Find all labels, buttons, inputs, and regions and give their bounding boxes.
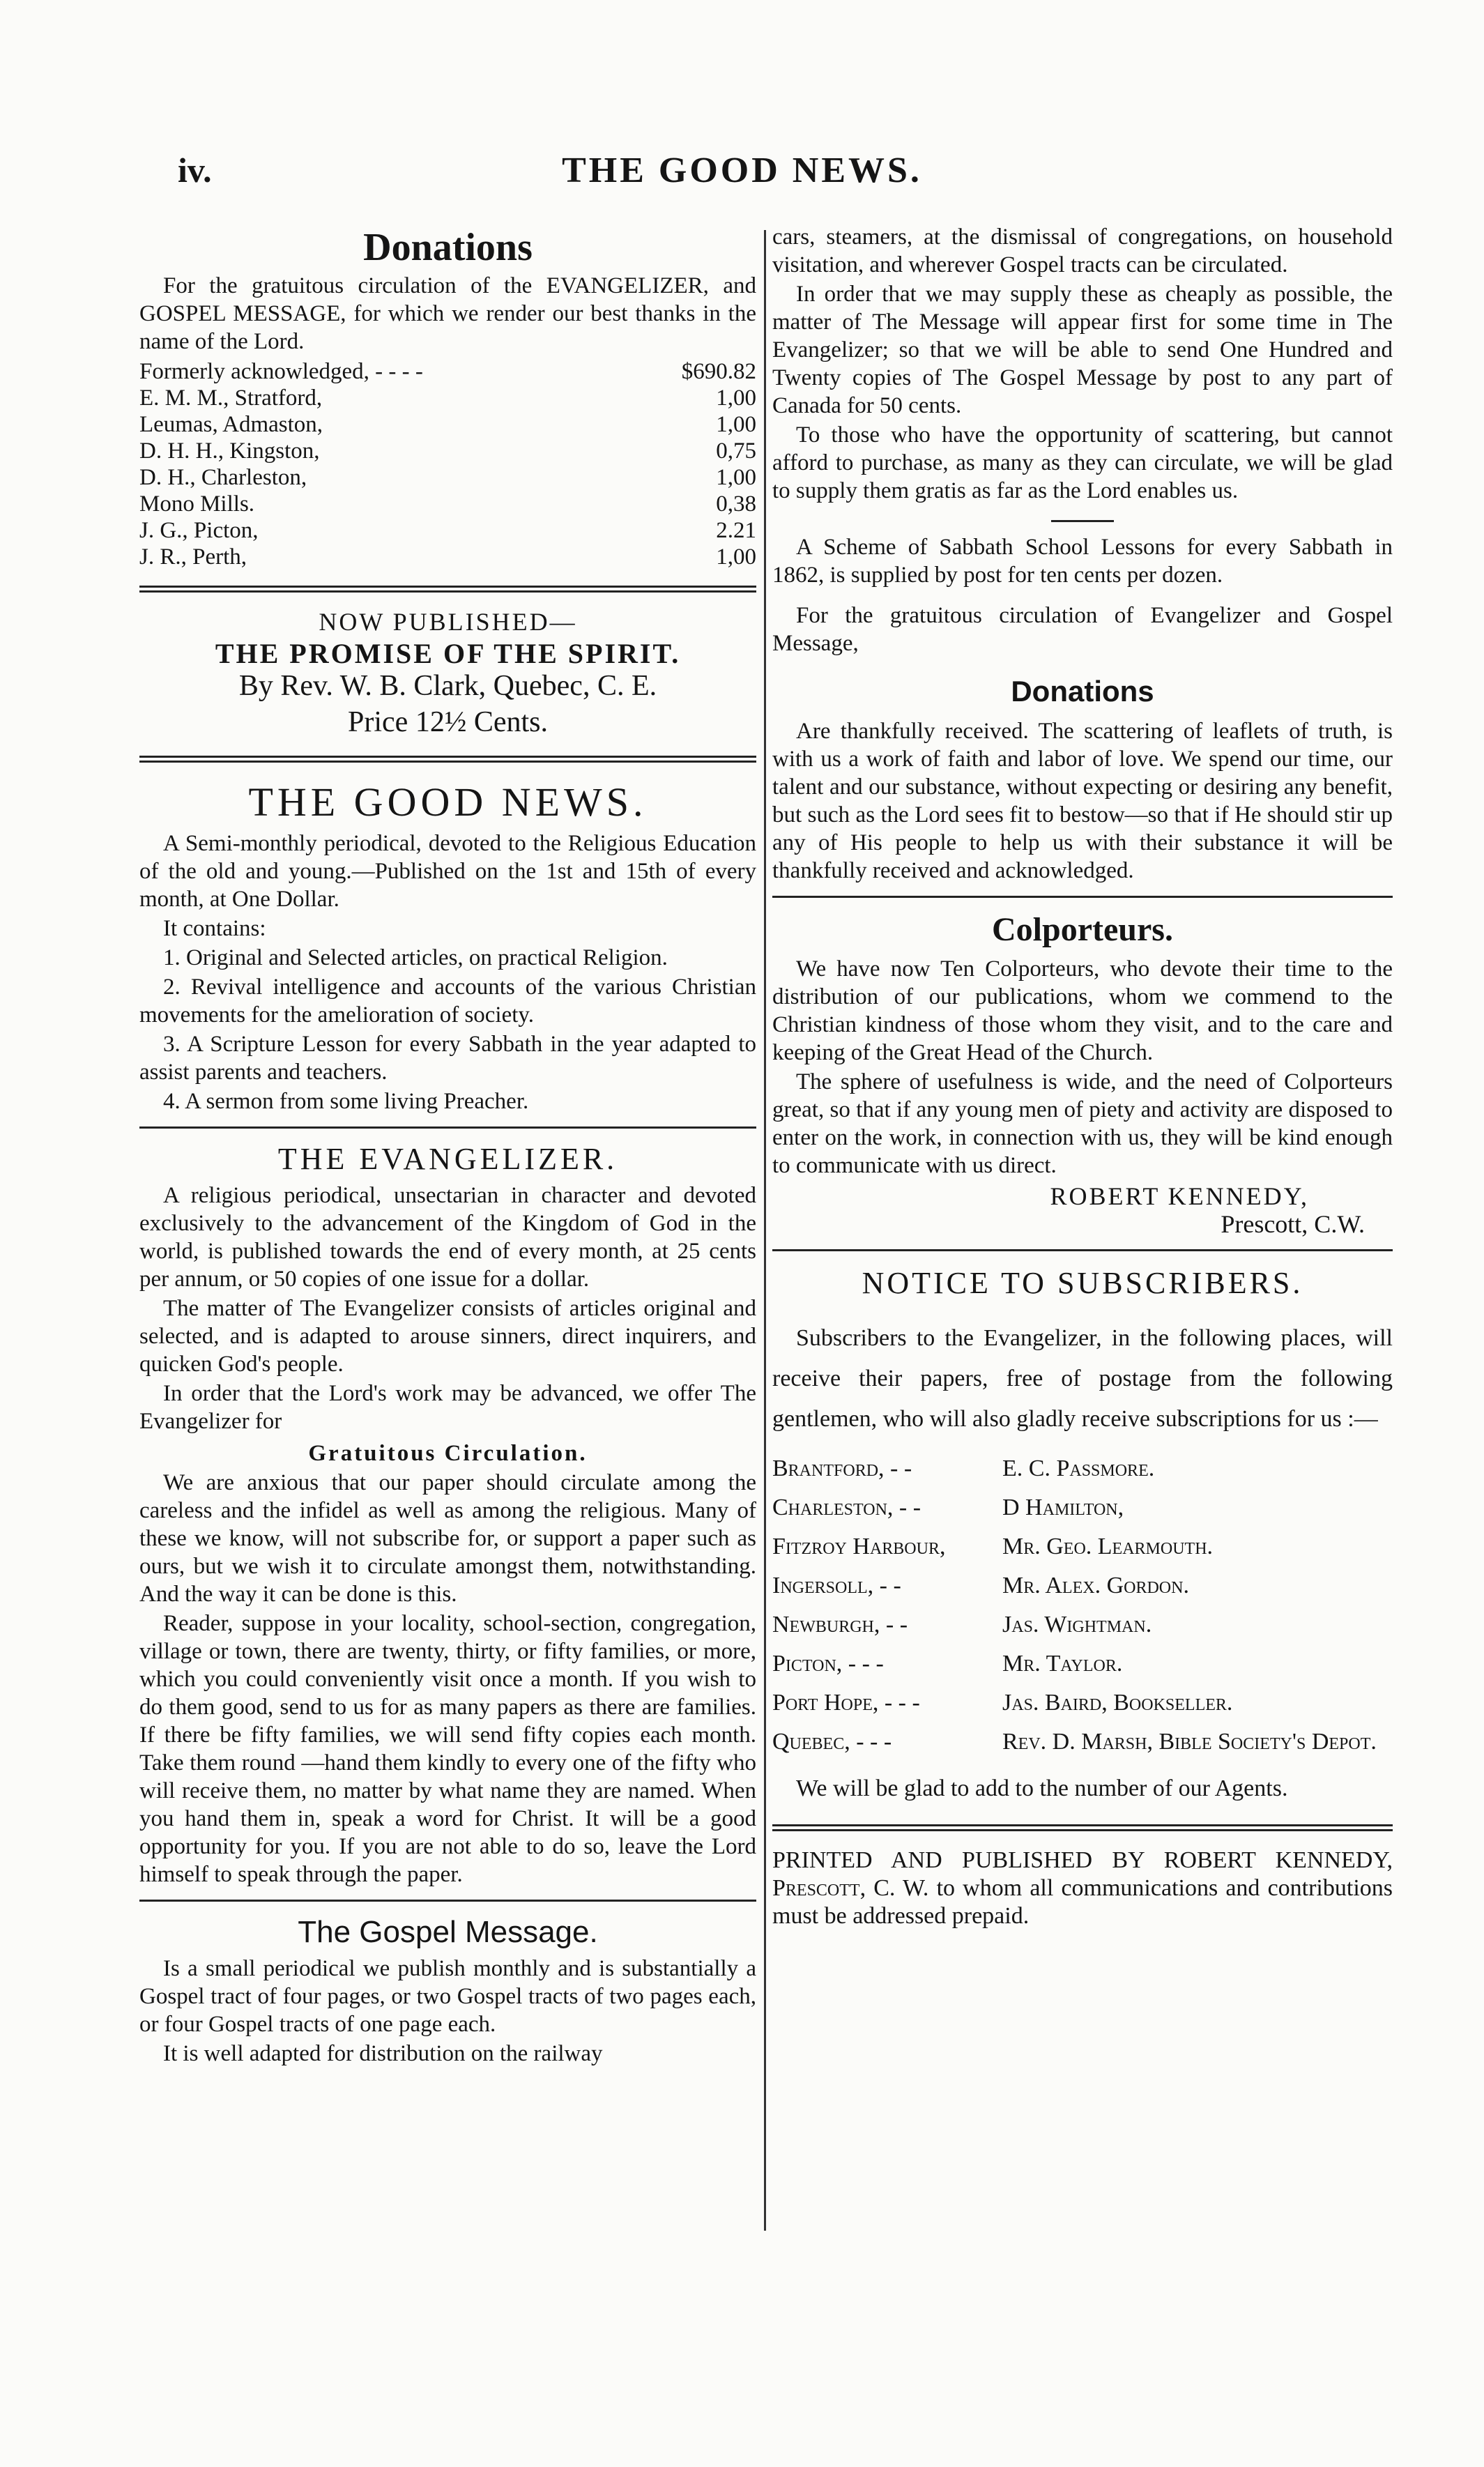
table-row [772,1644,1393,1683]
rule [772,896,1393,898]
double-rule [139,756,756,763]
continued-p2: In order that we may supply these as cheaply as possible, the matter of The Message will appear first for some time in The Evangelizer; so that we will be able to send One Hundred and Twenty copies of The Gospel Message by post to any part of Canada for 50 cents. [772,282,1393,418]
colporteurs-p2: The sphere of usefulness is wide, and the need of Colporteurs great, so that if any young men of piety and activity are disposed to enter on the work, in connection with us, they will be kind enough to communicate with us direct. [772,1069,1393,1178]
rule [139,1900,756,1902]
agent-name: Jas. Baird, Bookseller. [1002,1690,1233,1716]
agent-name: E. C. Passmore. [1002,1456,1155,1481]
list-item: 1. Original and Selected articles, on practical Religion. [163,945,668,970]
book-author: By Rev. W. B. Clark, Quebec, C. E. [238,670,657,702]
table-row [139,438,756,464]
donations-appeal-heading: Donations [1011,675,1154,708]
evangelizer-p1: A religious periodical, unsectarian in character and devoted exclusively to the advancement of the Kingdom of God in the world, is published towards the end of every month, at 25 cents per annum, or 50 copies of one issue for a dollar. [139,1183,756,1292]
donations-appeal-section [772,673,1393,885]
agent-name: Mr. Geo. Learmouth. [1002,1534,1214,1559]
table-row [139,517,756,544]
page-header [0,150,1484,199]
agents-table [772,1449,1393,1762]
agent-place: Picton, - - - [772,1651,884,1677]
agent-name: Jas. Wightman. [1002,1612,1152,1637]
now-published-label: NOW PUBLISHED— [319,608,577,636]
printed-lead: PRINTED AND PUBLISHED BY ROBERT KENNEDY, [772,1847,1393,1873]
agent-place: Newburgh, - - [772,1612,908,1637]
now-published-section [139,608,756,740]
printed-rest: to whom all communications and contributions must be addressed prepaid. [772,1875,1393,1929]
donor-name: Formerly acknowledged, - - - - [139,359,423,384]
donations-appeal-text: Are thankfully received. The scattering of leaflets of truth, is with us a work of faith and labor of love. We spend our time, our talent and our substance, without expecting or desiring any benefit, but such as the Lord sees fit to bestow—so that if He should stir up any of His people to help us with their substance it will be thankfully received and acknowledged. [772,719,1393,883]
donation-amount: 1,00 [716,412,756,437]
evangelizer-section [139,1140,756,1888]
list-item: 4. A sermon from some living Preacher. [163,1089,529,1114]
donation-amount: 1,00 [716,385,756,411]
rule [772,1249,1393,1251]
agent-name: D Hamilton, [1002,1495,1124,1520]
colporteurs-heading: Colporteurs. [992,911,1173,948]
agent-place: Ingersoll, - - [772,1573,901,1598]
donations-heading: Donations [363,226,533,269]
donor-name: Leumas, Admaston, [139,412,323,437]
donation-amount: 0,75 [716,438,756,464]
donations-table [139,358,756,570]
signature-name: ROBERT KENNEDY, [1050,1182,1309,1210]
short-rule [1051,520,1114,522]
donor-name: E. M. M., Stratford, [139,385,323,411]
gospel-message-p1: Is a small periodical we publish monthly and is substantially a Gospel tract of four pages, or two Gospel tracts of two pages each, or four Gospel tracts of one page each. [139,1956,756,2037]
continued-p3: To those who have the opportunity of scattering, but cannot afford to purchase, as many as they can circulate, we will be glad to supply them gratis as far as the Lord enables us. [772,422,1393,503]
notice-heading: NOTICE TO SUBSCRIBERS. [862,1266,1303,1300]
signature-place: Prescott, C.W. [1221,1210,1365,1238]
table-row [139,491,756,517]
donation-amount: 2.21 [716,518,756,543]
table-row [772,1566,1393,1605]
notice-outro: We will be glad to add to the number of our Agents. [796,1775,1288,1801]
column-divider [764,230,766,2231]
table-row [772,1683,1393,1723]
donor-name: Mono Mills. [139,491,255,517]
donation-amount: 1,00 [716,465,756,490]
donor-name: J. R., Perth, [139,544,247,570]
rule [139,1126,756,1129]
table-row [139,385,756,411]
table-row [139,464,756,491]
table-row [772,1723,1393,1762]
double-rule [772,1824,1393,1831]
masthead-title: THE GOOD NEWS. [562,151,922,190]
colporteurs-p1: We have now Ten Colporteurs, who devote their time to the distribution of our publications, whom we commend to the Christian kindness of those whom they visit, and to the care and keeping of the Great Head of the Church. [772,956,1393,1065]
donor-name: D. H., Charleston, [139,465,307,490]
good-news-contains: It contains: [163,916,266,941]
table-row [772,1527,1393,1566]
table-row [772,1605,1393,1644]
printed-place: Prescott, C. W. [772,1875,929,1901]
donor-name: D. H. H., Kingston, [139,438,320,464]
gospel-message-p2: It is well adapted for distribution on the railway [163,2041,603,2066]
evangelizer-heading: THE EVANGELIZER. [277,1142,618,1176]
book-title: THE PROMISE OF THE SPIRIT. [215,638,681,669]
agent-place: Port Hope, - - - [772,1690,920,1716]
printed-by-notice [772,1847,1393,1930]
donations-intro: For the gratuitous circulation of the EVANGELIZER, and GOSPEL MESSAGE, for which we render our best thanks in the name of the Lord. [139,273,756,354]
table-row [139,544,756,570]
notice-intro: Subscribers to the Evangelizer, in the following places, will receive their papers, free of postage from the following gentlemen, who will also gladly receive subscriptions for us :— [772,1325,1393,1432]
gratuitous-circulation-notice: For the gratuitous circulation of Evangelizer and Gospel Message, [772,603,1393,656]
agent-name: Mr. Alex. Gordon. [1002,1573,1189,1598]
donation-amount: 0,38 [716,491,756,517]
book-price: Price 12½ Cents. [348,706,548,738]
donation-amount: $690.82 [681,359,756,384]
left-column [139,223,756,2069]
agent-name: Rev. D. Marsh, Bible Society's Depot. [1002,1729,1377,1755]
notice-section [772,1262,1393,1809]
agent-place: Quebec, - - - [772,1729,892,1755]
good-news-heading: THE GOOD NEWS. [248,779,648,825]
table-row [772,1449,1393,1488]
double-rule [139,586,756,593]
table-row [139,411,756,438]
right-column [772,223,1393,1932]
donations-section [139,223,756,570]
agent-place: Charleston, - - [772,1495,921,1520]
gospel-message-continued [772,223,1393,505]
agent-place: Brantford, - - [772,1456,912,1481]
donor-name: J. G., Picton, [139,518,259,543]
sabbath-lessons-notice: A Scheme of Sabbath School Lessons for every Sabbath in 1862, is supplied by post for ten cents per dozen. [772,535,1393,588]
continued-p1: cars, steamers, at the dismissal of congregations, on household visitation, and wherever Gospel tracts can be circulated. [772,224,1393,277]
agent-name: Mr. Taylor. [1002,1651,1123,1677]
gospel-message-section [139,1913,756,2068]
agent-place: Fitzroy Harbour, [772,1534,946,1559]
gratuitous-circulation-subhead: Gratuitous Circulation. [308,1441,588,1466]
table-row [139,358,756,385]
good-news-section [139,778,756,1115]
evangelizer-p4: We are anxious that our paper should circulate among the careless and the infidel as well as among the religious. Many of these we know, will not subscribe for, or support a paper such as ours, but we wish it to circulate amongst them, notwithstanding. And the way it can be done is this. [139,1470,756,1607]
table-row [772,1488,1393,1527]
good-news-intro: A Semi-monthly periodical, devoted to the Religious Education of the old and young.—Published on the 1st and 15th of every month, at One Dollar. [139,831,756,912]
evangelizer-p5: Reader, suppose in your locality, school-section, congregation, village or town, there are twenty, thirty, or fifty families, or more, which you could conveniently visit once a month. If you wish to do them good, send to us for as many papers as there are families. If there be fifty families, we will send fifty copies each month. Take them round —hand them kindly to every one of the fifty who will receive them, no matter by what name they are named. When you hand them in, speak a word for Christ. It will be a good opportunity for you. If you are not able to do so, leave the Lord himself to speak through the paper. [139,1611,756,1887]
page-number: iv. [178,151,212,190]
evangelizer-p3: In order that the Lord's work may be advanced, we offer The Evangelizer for [139,1381,756,1434]
evangelizer-p2: The matter of The Evangelizer consists of articles original and selected, and is adapted to arouse sinners, direct inquirers, and quicken God's people. [139,1296,756,1377]
list-item: 3. A Scripture Lesson for every Sabbath in the year adapted to assist parents and teachers. [139,1032,756,1085]
list-item: 2. Revival intelligence and accounts of the various Christian movements for the amelioration of society. [139,975,756,1028]
donation-amount: 1,00 [716,544,756,570]
colporteurs-section [772,909,1393,1238]
gospel-message-heading: The Gospel Message. [298,1915,598,1949]
